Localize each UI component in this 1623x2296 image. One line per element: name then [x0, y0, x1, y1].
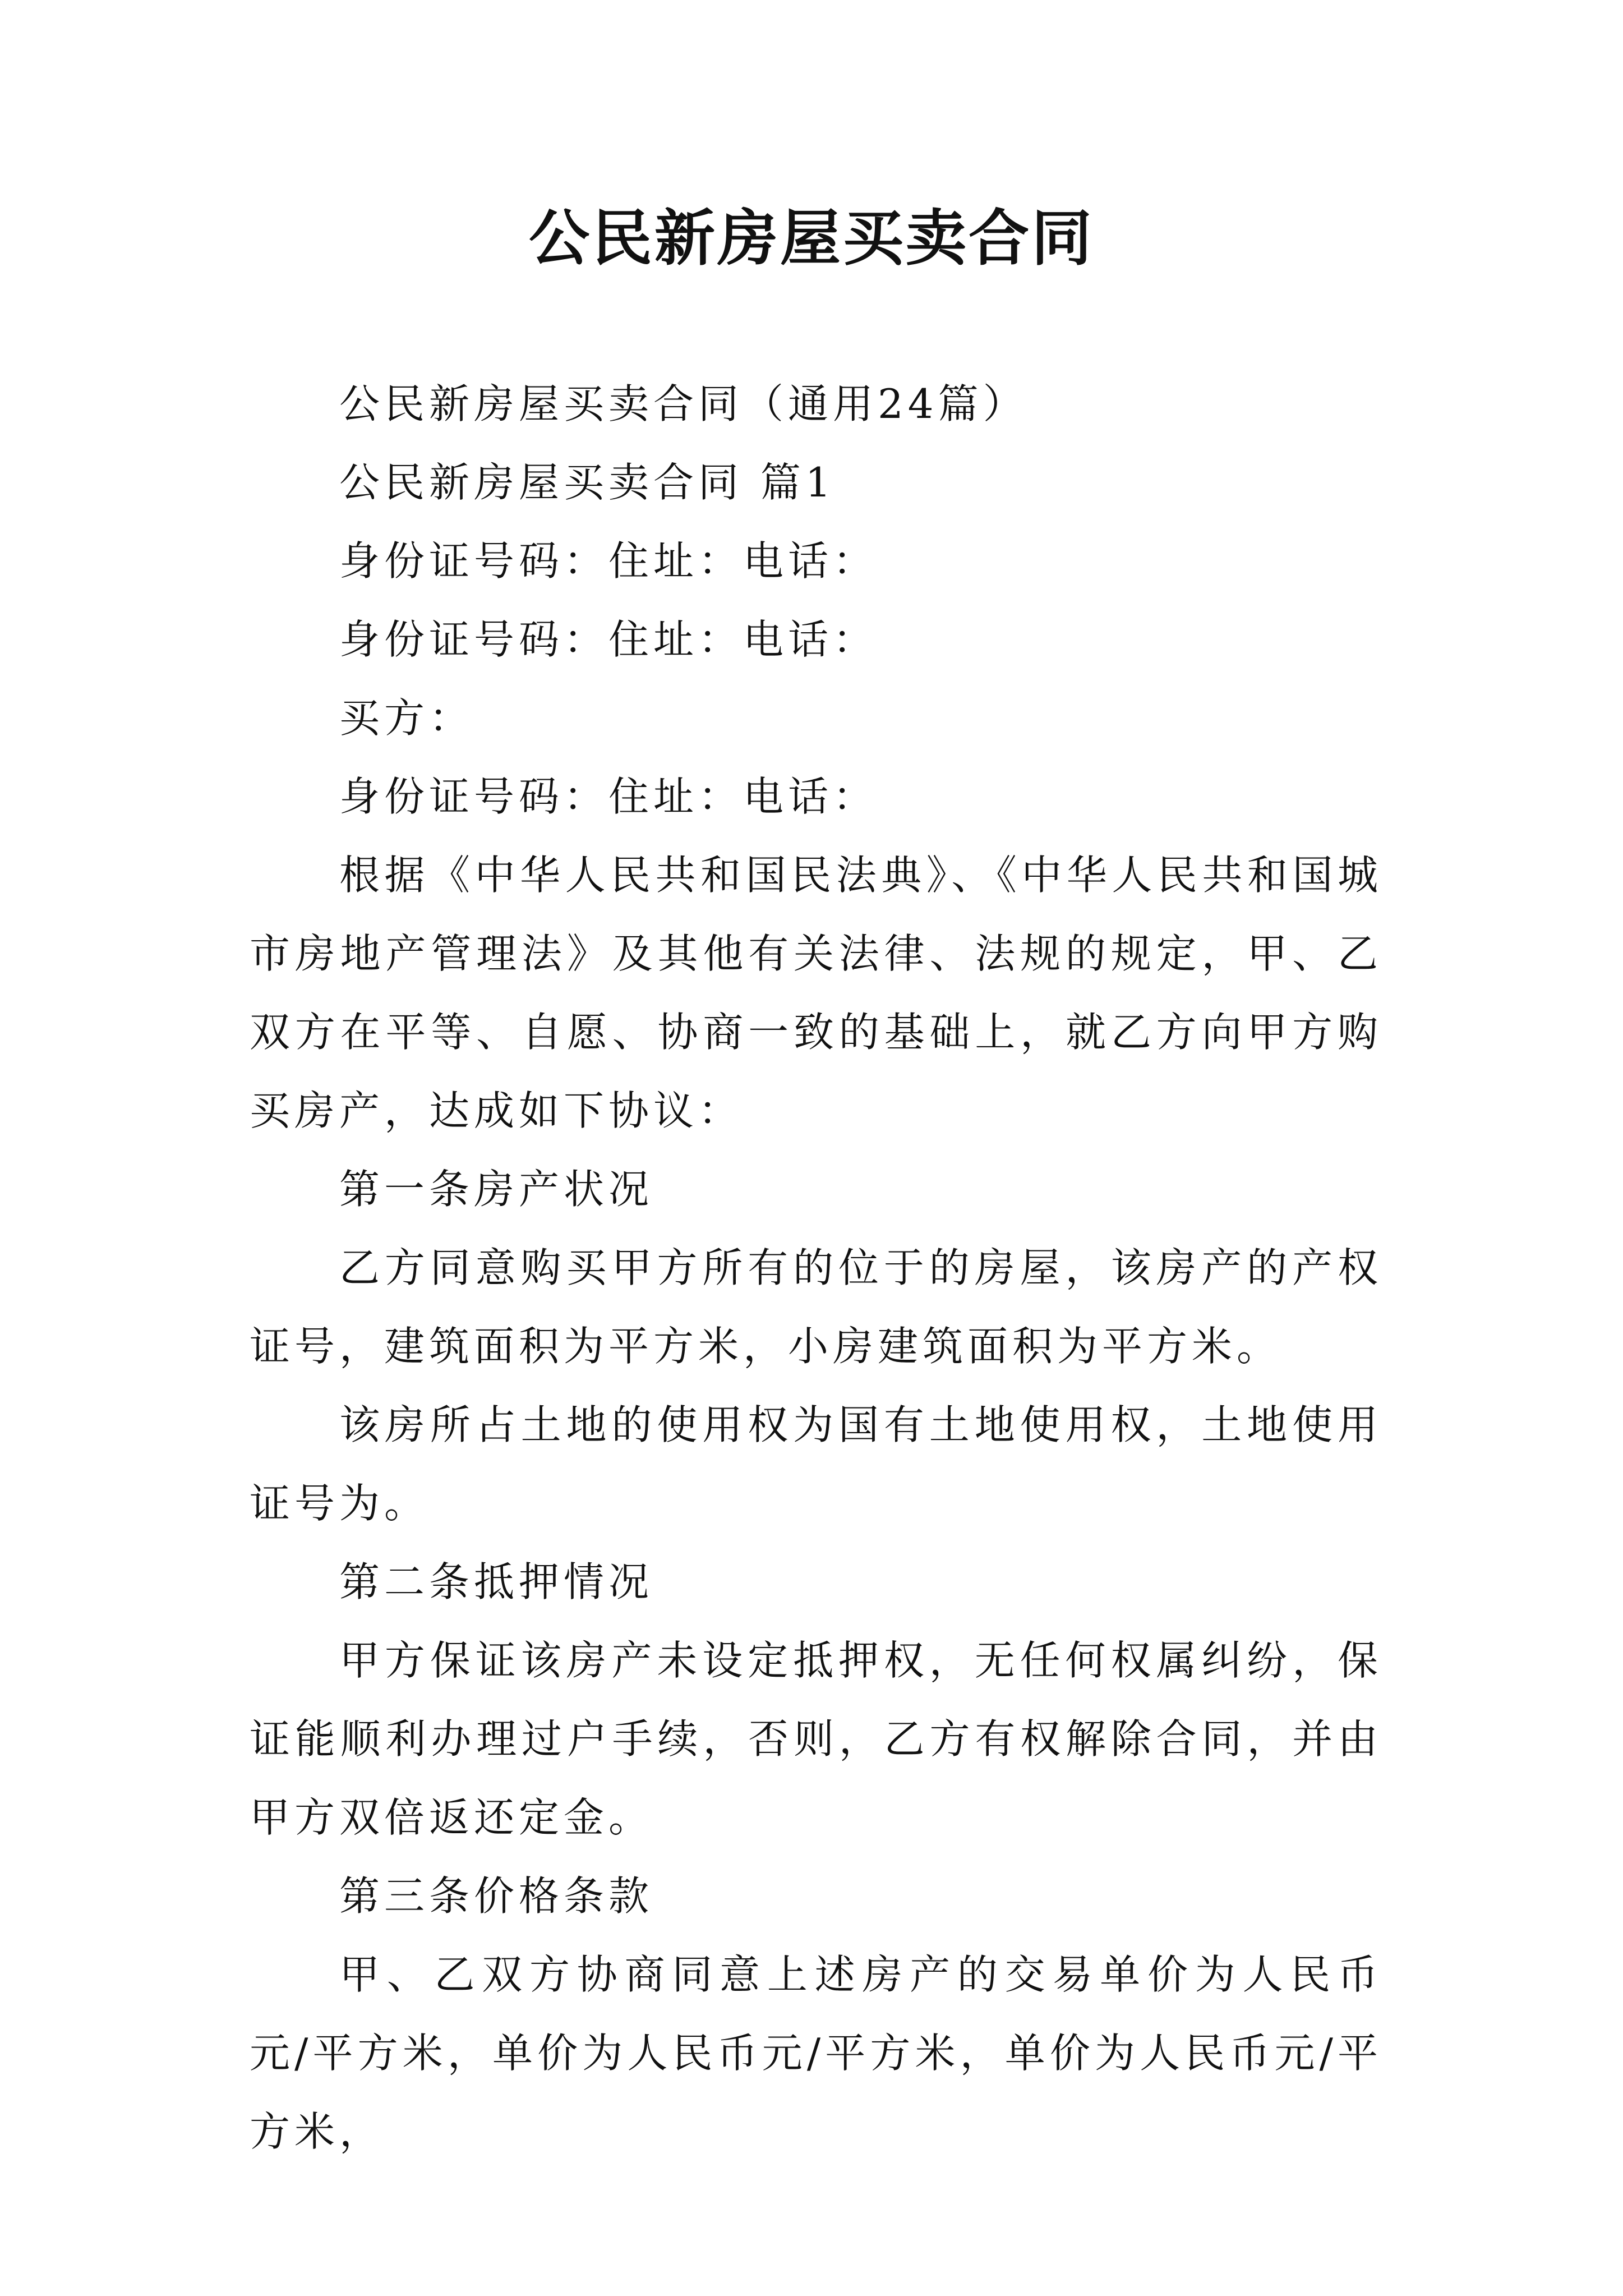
document-body [250, 365, 1382, 2171]
article-paragraph: 该房所占土地的使用权为国有土地使用权，土地使用证号为。 [250, 1401, 1382, 1527]
section-heading-1: 公民新房屋买卖合同 篇1 [339, 459, 836, 506]
buyer-label: 买方： [339, 694, 474, 742]
party-info-line: 身份证号码：住址：电话： [339, 537, 878, 585]
document-title: 公民新房屋买卖合同 [528, 203, 1094, 274]
preamble-paragraph: 根据《中华人民共和国民法典》、《中华人民共和国城市房地产管理法》及其他有关法律、法规的规定，甲、乙双方在平等、自愿、协商一致的基础上，就乙方向甲方购买房产，达成如下协议： [250, 852, 1382, 1134]
article-heading: 第二条抵押情况 [339, 1558, 654, 1605]
article-paragraph: 甲、乙双方协商同意上述房产的交易单价为人民币元/平方米，单价为人民币元/平方米，单价为人民币元/平方米， [250, 1951, 1382, 2155]
article-paragraph: 乙方同意购买甲方所有的位于的房屋，该房产的产权证号，建筑面积为平方米，小房建筑面积为平方米。 [250, 1244, 1382, 1370]
subtitle-line: 公民新房屋买卖合同（通用24篇） [339, 380, 1028, 427]
article-paragraph: 甲方保证该房产未设定抵押权，无任何权属纠纷，保证能顺利办理过户手续，否则，乙方有权解除合同，并由甲方双倍返还定金。 [250, 1637, 1382, 1841]
article-heading: 第一条房产状况 [339, 1166, 654, 1213]
article-heading: 第三条价格条款 [339, 1872, 654, 1920]
party-info-line: 身份证号码：住址：电话： [339, 773, 878, 820]
party-info-line: 身份证号码：住址：电话： [339, 616, 878, 663]
